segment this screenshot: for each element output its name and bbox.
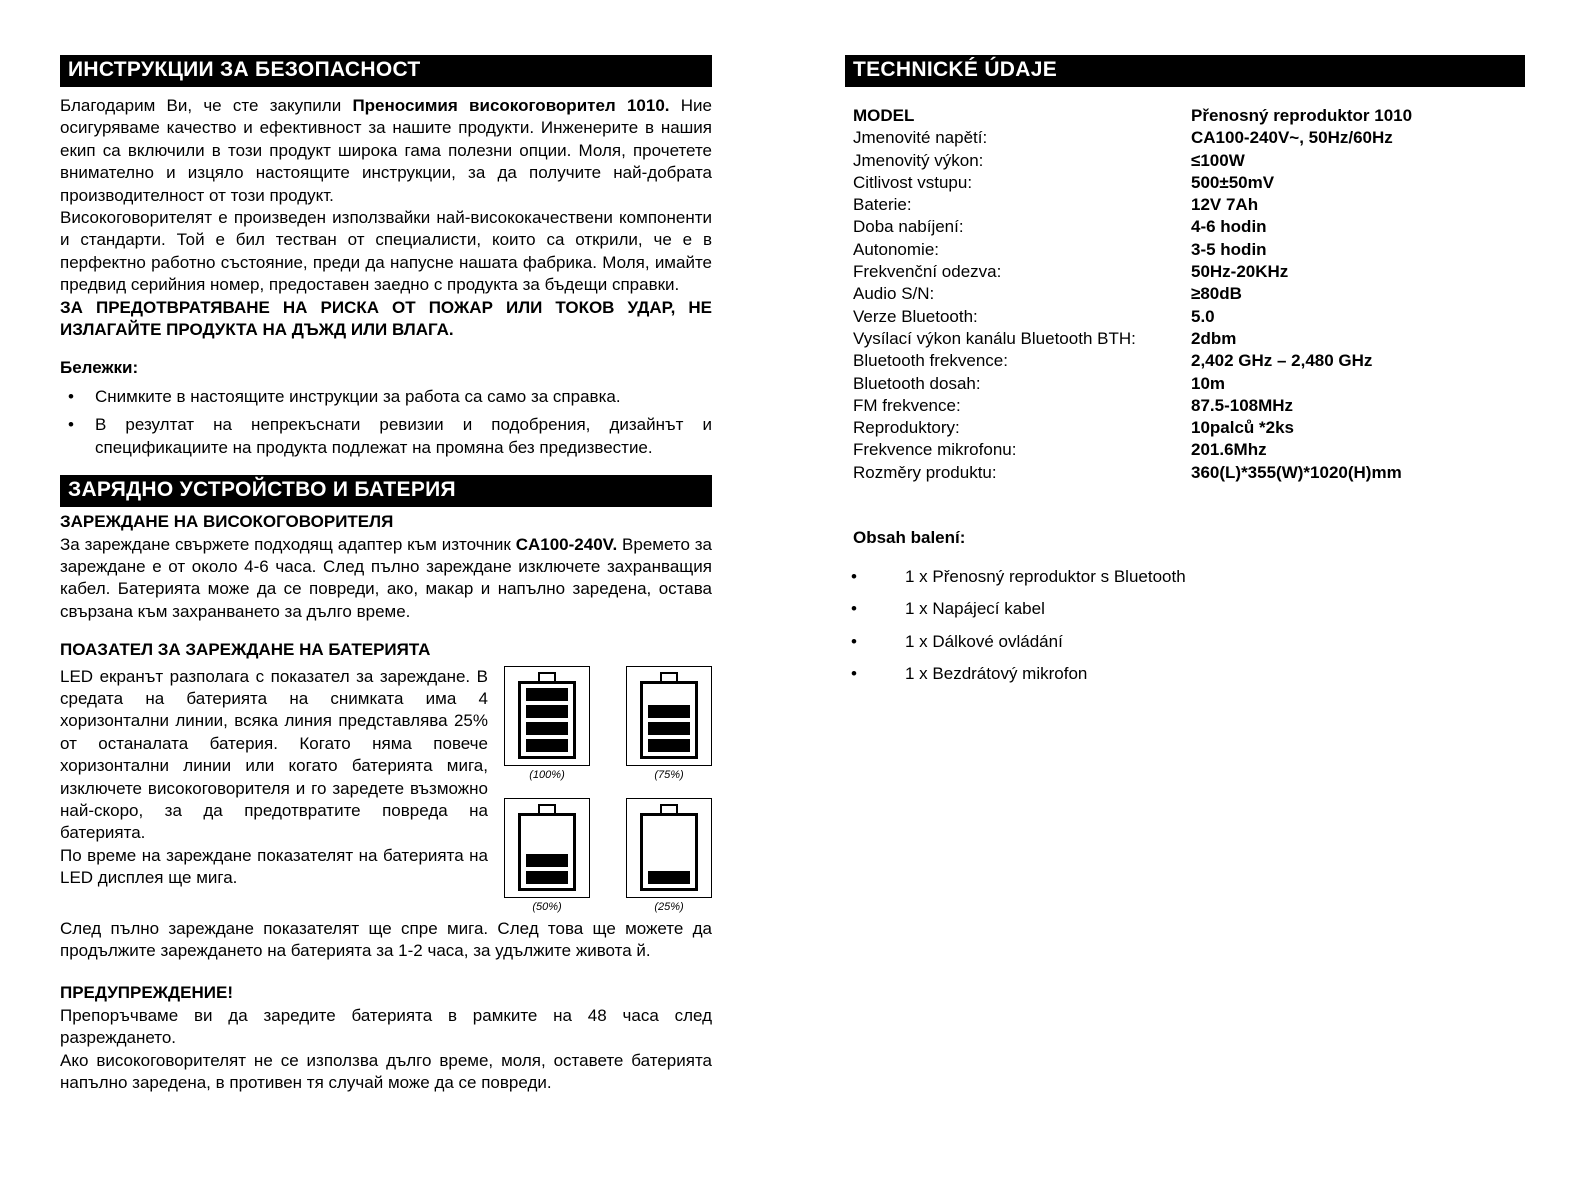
spec-row [853,105,1525,127]
battery-figure [504,666,590,782]
package-item: • 1 x Dálkové ovládání [845,631,1525,653]
package-contents-list [845,566,1525,686]
spec-row [853,216,1525,238]
spec-value: 360(L)*355(W)*1020(H)mm [1191,462,1402,482]
spec-row [853,328,1525,350]
spec-label: Bluetooth dosah: [853,373,981,393]
battery-level-icon [518,813,576,891]
battery-bar [526,688,568,701]
spec-label: Rozměry produktu: [853,462,997,482]
spec-row [853,373,1525,395]
spec-row [853,172,1525,194]
spec-value: 4-6 hodin [1191,217,1267,237]
package-item: • 1 x Bezdrátový mikrofon [845,663,1525,685]
battery-figure-frame [626,798,712,898]
spec-label: Doba nabíjení: [853,217,964,237]
battery-bar [526,871,568,884]
battery-bar [526,739,568,752]
fire-warning-paragraph: ЗА ПРЕДОТВРАТЯВАНЕ НА РИСКА ОТ ПОЖАР ИЛИ ТОКОВ УДАР, НЕ ИЗЛАГАЙТЕ ПРОДУКТА НА ДЪЖД ИЛИ ВЛАГА. [60,297,712,340]
charging-text-rest: Времето за зареждане е от около 4-6 часа. След пълно зареждане изключете захранващия кабел. Батерията може да се повреди, ако, макар и напълно заредена, остава свързана към захранването за дълго време. [60,534,712,621]
spec-label: Jmenovité napětí: [853,128,988,148]
spec-value: 500±50mV [1191,172,1275,192]
spec-value: Přenosný reproduktor 1010 [1191,106,1413,125]
battery-figure [626,798,712,914]
spec-label: MODEL [853,106,915,125]
spec-label: Audio S/N: [853,284,935,304]
spec-label: Autonomie: [853,239,939,259]
voltage-bold: CA100-240V. [515,534,618,554]
battery-terminal-icon [538,672,556,681]
warning-heading: ПРЕДУПРЕЖДЕНИЕ! [60,983,233,1003]
battery-indicator-section [60,666,712,914]
charging-heading: ЗАРЕЖДАНЕ НА ВИСОКОГОВОРИТЕЛЯ [60,512,394,532]
battery-figure [626,666,712,782]
battery-figure [504,798,590,914]
spec-value: 50Hz-20KHz [1191,262,1289,282]
spec-label: Bluetooth frekvence: [853,351,1008,371]
charging-paragraph [60,534,712,624]
battery-level-icon [518,681,576,759]
battery-terminal-icon [660,672,678,681]
quality-paragraph: Високоговорителят е произведен използвайки най-висококачествени компоненти и стандарти. Той е бил тестван от специалисти, които са открили, че е в перфектно работно състояние, преди да напусне нашата фабрика. Моля, имайте предвид серийния номер, предоставен заедно с продукта за бъдещи справки. [60,208,712,295]
spec-value: 3-5 hodin [1191,239,1267,259]
spec-row [853,462,1525,484]
spec-value: 10m [1191,373,1226,393]
battery-terminal-icon [538,804,556,813]
spec-value: CA100-240V~, 50Hz/60Hz [1191,128,1393,148]
spec-value: ≥80dB [1191,284,1242,304]
spec-row [853,439,1525,461]
notes-heading: Бележки: [60,358,139,378]
battery-percent-label: (50%) [532,900,562,913]
spec-label: Frekvence mikrofonu: [853,440,1017,460]
battery-percent-label: (75%) [654,768,684,781]
charging-text-pre: За зареждане свържете подходящ адаптер към източник [60,534,516,554]
section-title-safety-instructions: ИНСТРУКЦИИ ЗА БЕЗОПАСНОСТ [60,55,712,87]
spec-label: FM frekvence: [853,395,961,415]
spec-row [853,350,1525,372]
product-name-bold: Преносимия високоговорител 1010. [352,96,670,115]
battery-indicator-heading: ПОАЗАТЕЛ ЗА ЗАРЕЖДАНЕ НА БАТЕРИЯТА [60,640,431,660]
battery-bar [526,722,568,735]
battery-bar [648,739,690,752]
spec-row [853,283,1525,305]
warning-paragraph-1: Препоръчваме ви да заредите батерията в рамките на 48 часа след разреждането. [60,1005,712,1048]
spec-value: 10palců *2ks [1191,418,1295,438]
warning-paragraph-2: Ако високоговорителят не се използва дълго време, моля, оставете батерията напълно заредена, в противен тя случай може да се повреди. [60,1050,712,1092]
left-column [60,55,712,1094]
spec-value: 2,402 GHz – 2,480 GHz [1191,351,1373,371]
indicator-paragraph-1: LED екранът разполага с показател за зареждане. В средата на батерията на снимката има 4 хоризонтални линии, всяка линия представлява 25% от останалата батерия. Когато няма повече хоризонтални линии или когато батерията мига, изключете високоговорителя и го заредете възможно най-скоро, за да предотвратите повреда на батерията. [60,666,488,843]
note-item: • Снимките в настоящите инструкции за работа са само за справка. [60,386,712,408]
battery-level-icon [640,681,698,759]
battery-figure-frame [504,798,590,898]
spec-row [853,127,1525,149]
spec-value: 201.6Mhz [1191,440,1267,460]
note-item: • В резултат на непрекъснати ревизии и подобрения, дизайнът и спецификациите на продукта подлежат на промяна без предизвестие. [60,414,712,459]
spec-label: Reproduktory: [853,418,960,438]
battery-bar [648,722,690,735]
spec-label: Jmenovitý výkon: [853,150,984,170]
section-title-technical-data: TECHNICKÉ ÚDAJE [845,55,1525,87]
indicator-paragraph-2: По време на зареждане показателят на батерията на LED дисплея ще мига. [60,845,488,888]
spec-table [845,105,1525,484]
indicator-paragraph-3: След пълно зареждане показателят ще спре мига. След това ще можете да продължите зареждането на батерията за 1-2 часа, за удължите живота й. [60,918,712,960]
package-item: • 1 x Přenosný reproduktor s Bluetooth [845,566,1525,588]
intro-text-rest: Ние осигуряваме качество и ефективност за нашите продукти. Инженерите в нашия екип са включили в този продукт широка гама полезни опции. Моля, прочетете внимателно и изцяло настоящите инструкции, за да получите най-добрата производителност от този продукт. [60,96,712,205]
battery-figure-frame [504,666,590,766]
battery-bar [648,871,690,884]
spec-value: 12V 7Ah [1191,195,1259,215]
spec-row [853,417,1525,439]
spec-label: Vysílací výkon kanálu Bluetooth BTH: [853,328,1136,348]
battery-level-icon [640,813,698,891]
intro-text-pre: Благодарим Ви, че сте закупили [60,96,353,115]
spec-value: ≤100W [1191,150,1245,170]
package-item: • 1 x Napájecí kabel [845,598,1525,620]
battery-bar [526,854,568,867]
right-column [845,55,1525,696]
spec-value: 2dbm [1191,328,1237,348]
spec-label: Frekvenční odezva: [853,262,1002,282]
spec-label: Verze Bluetooth: [853,306,978,326]
battery-bar [526,705,568,718]
section-title-charger-battery: ЗАРЯДНО УСТРОЙСТВО И БАТЕРИЯ [60,475,712,507]
spec-row [853,395,1525,417]
spec-value: 5.0 [1191,306,1215,326]
battery-level-figures [498,666,712,914]
battery-percent-label: (25%) [654,900,684,913]
spec-row [853,150,1525,172]
battery-indicator-text [60,666,488,914]
intro-paragraph [60,95,712,207]
notes-list [60,386,712,459]
spec-label: Citlivost vstupu: [853,172,973,192]
battery-figure-frame [626,666,712,766]
spec-label: Baterie: [853,195,912,215]
spec-row [853,239,1525,261]
battery-percent-label: (100%) [529,768,565,781]
spec-row [853,194,1525,216]
spec-row [853,261,1525,283]
package-contents-heading: Obsah balení: [853,528,966,548]
battery-bar [648,705,690,718]
battery-terminal-icon [660,804,678,813]
spec-value: 87.5-108MHz [1191,395,1294,415]
spec-row [853,306,1525,328]
